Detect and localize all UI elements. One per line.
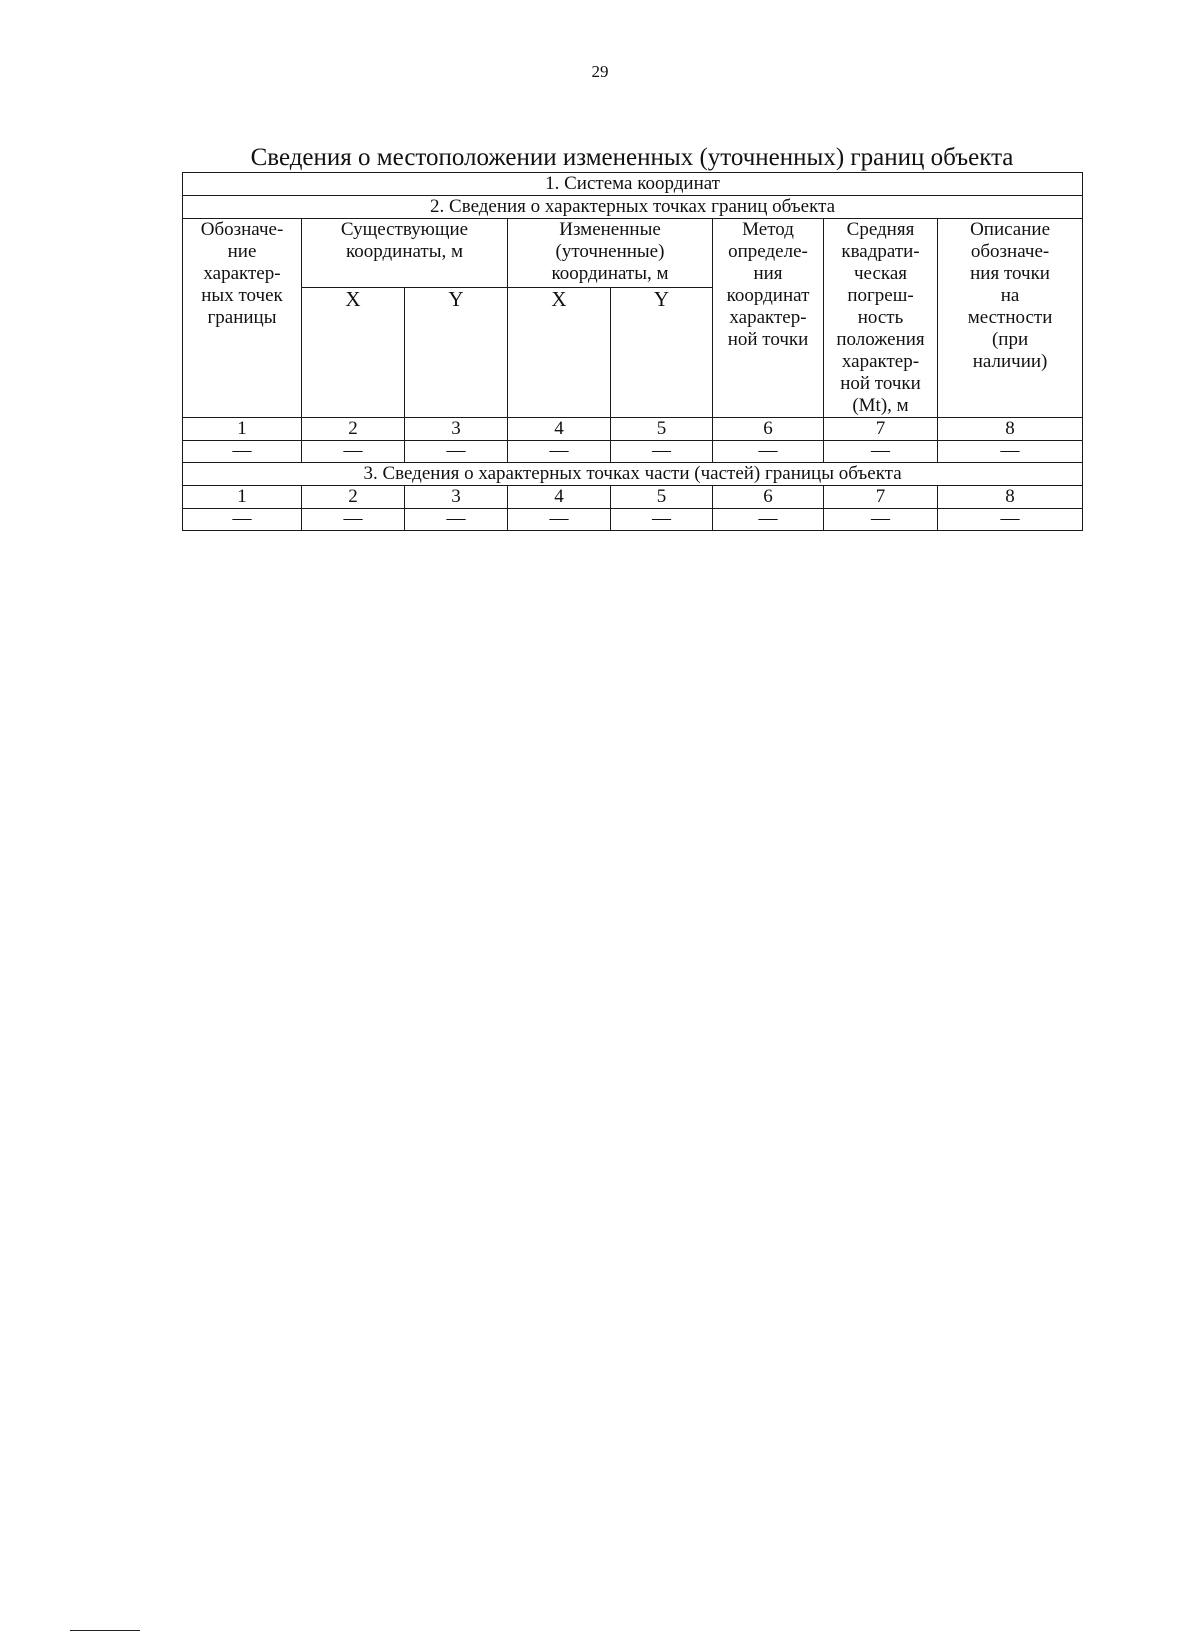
table-cell: —: [938, 509, 1083, 531]
table-cell: —: [938, 441, 1083, 463]
table-row: [183, 509, 1083, 531]
header-changed-x: X: [508, 287, 611, 417]
column-number: 2: [302, 418, 405, 441]
column-number: 1: [183, 486, 302, 509]
column-number: 8: [938, 418, 1083, 441]
table-row: [183, 441, 1083, 463]
header-mean-square-error: Средняя квадрати- ческая погреш- ность положения характер- ной точки (Mt), м: [824, 219, 938, 418]
header-existing-y: Y: [405, 287, 508, 417]
column-number: 1: [183, 418, 302, 441]
header-existing-coordinates: Существующие координаты, м: [302, 219, 508, 288]
table-cell: —: [713, 441, 824, 463]
column-number: 4: [508, 418, 611, 441]
column-number-row: [183, 418, 1083, 441]
table-cell: —: [302, 441, 405, 463]
column-number: 4: [508, 486, 611, 509]
column-number: 3: [405, 418, 508, 441]
table-cell: —: [508, 441, 611, 463]
table-cell: —: [302, 509, 405, 531]
column-number: 6: [713, 418, 824, 441]
footnote-line: [70, 1630, 140, 1631]
table-cell: —: [405, 441, 508, 463]
section-coordinate-system: 1. Система координат: [183, 173, 1083, 196]
column-number: 6: [713, 486, 824, 509]
header-existing-x: X: [302, 287, 405, 417]
table-cell: —: [183, 441, 302, 463]
table-cell: —: [611, 441, 713, 463]
header-changed-coordinates: Измененные (уточненные) координаты, м: [508, 219, 713, 288]
table-cell: —: [183, 509, 302, 531]
section-boundary-points: 2. Сведения о характерных точках границ объекта: [183, 196, 1083, 219]
section-part-boundary-points: 3. Сведения о характерных точках части (частей) границы объекта: [183, 463, 1083, 486]
section-row: [183, 463, 1083, 486]
column-number: 7: [824, 486, 938, 509]
header-designation: Обозначе- ние характер- ных точек границы: [183, 219, 302, 418]
table-cell: —: [824, 441, 938, 463]
column-number: 3: [405, 486, 508, 509]
header-row: [183, 219, 1083, 288]
column-number: 5: [611, 486, 713, 509]
column-number: 7: [824, 418, 938, 441]
table-cell: —: [611, 509, 713, 531]
table-cell: —: [405, 509, 508, 531]
column-number-row: [183, 486, 1083, 509]
header-changed-y: Y: [611, 287, 713, 417]
column-number: 5: [611, 418, 713, 441]
table-cell: —: [713, 509, 824, 531]
section-row: [183, 173, 1083, 196]
section-row: [183, 196, 1083, 219]
table-cell: —: [508, 509, 611, 531]
column-number: 8: [938, 486, 1083, 509]
column-number: 2: [302, 486, 405, 509]
document-title: Сведения о местоположении измененных (уточненных) границ объекта: [250, 144, 1014, 171]
header-point-description: Описание обозначе- ния точки на местности (при наличии): [938, 219, 1083, 418]
table-cell: —: [824, 509, 938, 531]
boundary-coordinates-table: [182, 172, 1083, 531]
header-method: Метод определе- ния координат характер- ной точки: [713, 219, 824, 418]
page-number: 29: [591, 62, 609, 81]
